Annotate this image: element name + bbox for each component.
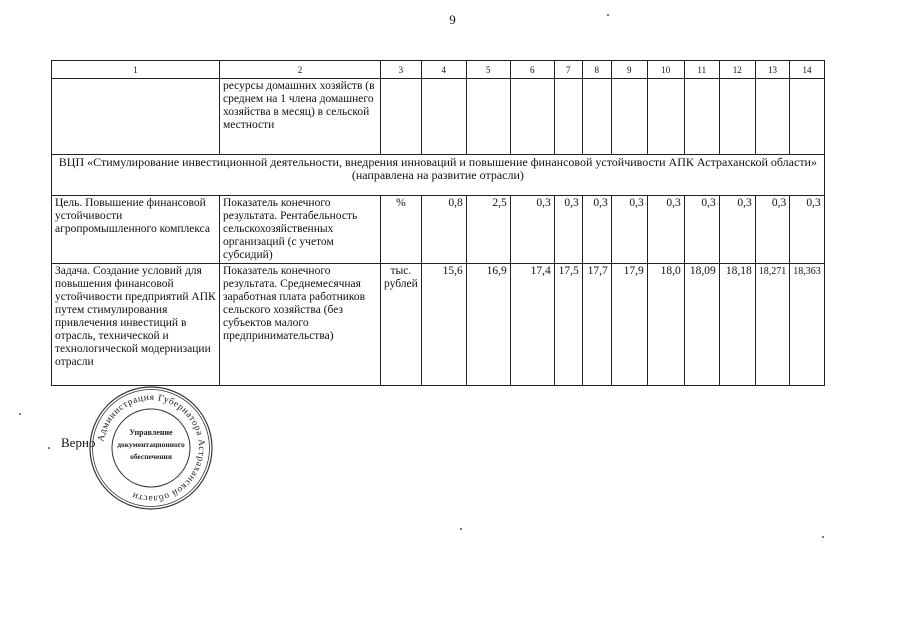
col-number: 6 xyxy=(510,61,554,79)
col-number: 4 xyxy=(421,61,466,79)
value-cell: 0,3 xyxy=(719,196,755,264)
value-cell: 0,3 xyxy=(611,196,647,264)
value-cell: 17,5 xyxy=(554,264,582,386)
verified-label: Верно xyxy=(61,435,96,450)
table-cell xyxy=(647,79,684,155)
column-number-row xyxy=(52,61,825,79)
scan-speck xyxy=(822,536,824,538)
value-cell: 2,5 xyxy=(466,196,510,264)
goal-cell: Цель. Повышение финансовой устойчивости агропромышленного комплекса xyxy=(52,196,220,264)
table-row xyxy=(52,196,825,264)
col-number: 5 xyxy=(466,61,510,79)
col-number: 10 xyxy=(647,61,684,79)
table-cell xyxy=(421,79,466,155)
col-number: 3 xyxy=(381,61,422,79)
scan-speck xyxy=(48,447,50,449)
stamp-ring-text: Администрация Губернатора Астраханской области xyxy=(96,392,207,504)
table-cell xyxy=(52,79,220,155)
page-number: 9 xyxy=(449,12,456,27)
col-number: 11 xyxy=(684,61,719,79)
value-cell: 15,6 xyxy=(421,264,466,386)
unit-cell: тыс. рублей xyxy=(381,264,422,386)
value-cell: 18,09 xyxy=(684,264,719,386)
indicators-table xyxy=(51,60,825,386)
table-cell xyxy=(719,79,755,155)
official-stamp xyxy=(88,385,214,511)
task-cell: Задача. Создание условий для повышения финансовой устойчивости предприятий АПК путем стимулирования привлечения инвестиций в отрасль, технической и технологической модернизации отрасли xyxy=(52,264,220,386)
table-row-continuation xyxy=(52,79,825,155)
program-heading: ВЦП «Стимулирование инвестиционной деятельности, внедрения инноваций и повышение финансовой устойчивости АПК Астраханской области» (направлена на развитие отрасли) xyxy=(52,155,825,196)
stamp-center-line: обеспечения xyxy=(130,452,172,461)
table-cell xyxy=(554,79,582,155)
value-cell: 0,8 xyxy=(421,196,466,264)
table-cell xyxy=(381,79,422,155)
col-number: 1 xyxy=(52,61,220,79)
value-cell: 17,4 xyxy=(510,264,554,386)
value-cell: 0,3 xyxy=(755,196,790,264)
stamp-center-line: документационного xyxy=(117,440,185,449)
indicator-cell: Показатель конечного результата. Среднемесячная заработная плата работников сельского хозяйства (без субъектов малого предпринимательства) xyxy=(220,264,381,386)
value-cell: 0,3 xyxy=(684,196,719,264)
value-cell: 0,3 xyxy=(647,196,684,264)
table-cell xyxy=(611,79,647,155)
scan-speck xyxy=(607,14,609,16)
value-cell: 18,271 xyxy=(755,264,790,386)
scan-speck xyxy=(19,413,21,415)
program-heading-row xyxy=(52,155,825,196)
value-cell: 0,3 xyxy=(554,196,582,264)
table-cell xyxy=(790,79,825,155)
value-cell: 18,363 xyxy=(790,264,825,386)
value-cell: 17,9 xyxy=(611,264,647,386)
indicator-cell: Показатель конечного результата. Рентабельность сельскохозяйственных организаций (с учетом субсидий) xyxy=(220,196,381,264)
table-cell xyxy=(684,79,719,155)
col-number: 14 xyxy=(790,61,825,79)
value-cell: 0,3 xyxy=(790,196,825,264)
value-cell: 0,3 xyxy=(510,196,554,264)
table-cell xyxy=(510,79,554,155)
value-cell: 18,18 xyxy=(719,264,755,386)
value-cell: 18,0 xyxy=(647,264,684,386)
table-cell xyxy=(582,79,611,155)
col-number: 2 xyxy=(220,61,381,79)
col-number: 8 xyxy=(582,61,611,79)
col-number: 13 xyxy=(755,61,790,79)
value-cell: 17,7 xyxy=(582,264,611,386)
col-number: 9 xyxy=(611,61,647,79)
scan-speck xyxy=(460,528,462,530)
table-cell xyxy=(755,79,790,155)
indicator-cell: ресурсы домашних хозяйств (в среднем на 1 члена домашнего хозяйства в месяц) в сельской местности xyxy=(220,79,381,155)
table-cell xyxy=(466,79,510,155)
table-row xyxy=(52,264,825,386)
col-number: 7 xyxy=(554,61,582,79)
stamp-center-line: Управление xyxy=(129,428,173,437)
value-cell: 0,3 xyxy=(582,196,611,264)
col-number: 12 xyxy=(719,61,755,79)
value-cell: 16,9 xyxy=(466,264,510,386)
unit-cell: % xyxy=(381,196,422,264)
